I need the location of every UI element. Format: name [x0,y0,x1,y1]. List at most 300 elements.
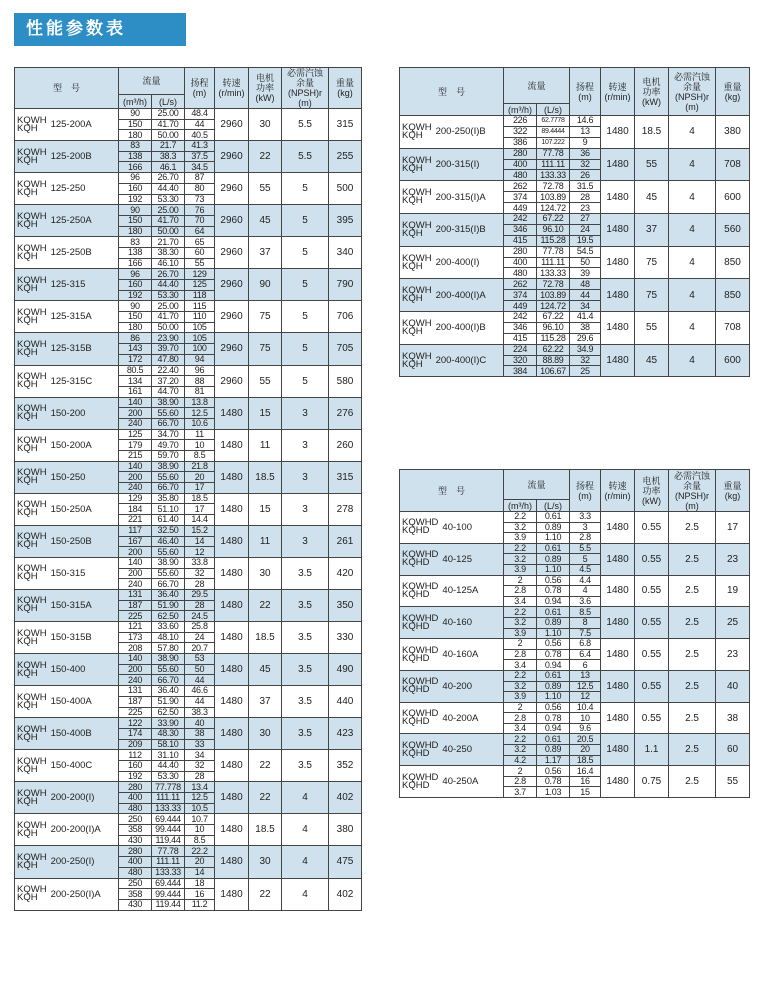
flow-ls-cell: 26.70 [152,269,185,280]
model-series: KQWH KQH [17,114,47,134]
head-cell: 105 [185,333,215,344]
flow-ls-cell: 111.11 [152,793,185,804]
flow-ls-cell: 38.90 [152,557,185,568]
flow-ls-cell: 38.90 [152,654,185,665]
table-row [15,878,362,889]
model-cell [15,493,119,525]
model-cell [15,269,119,301]
header-weight: 重量 (kg) [329,68,362,109]
flow-m3-cell: 225 [119,611,152,622]
flow-m3-cell: 242 [504,312,537,323]
flow-ls-cell: 1.10 [537,564,570,575]
flow-m3-cell: 430 [119,835,152,846]
model-number: 150-400 [50,664,86,676]
model-series: KQWH KQH [17,755,47,775]
npsh-cell: 5 [282,333,329,365]
flow-ls-cell: 96.10 [537,224,570,235]
head-cell: 48 [570,279,601,290]
flow-m3-cell: 280 [119,782,152,793]
flow-m3-cell: 192 [119,290,152,301]
table-row [15,493,362,504]
performance-table-1 [14,67,362,911]
flow-m3-cell: 180 [119,130,152,141]
weight-cell: 600 [716,181,750,214]
model-series: KQWH KQH [402,154,432,174]
power-cell: 75 [249,301,282,333]
table-row [400,344,750,355]
weight-cell: 850 [716,279,750,312]
head-cell: 38.3 [185,707,215,718]
flow-m3-cell: 262 [504,279,537,290]
head-cell: 73 [185,194,215,205]
weight-cell: 261 [329,525,362,557]
model-wrap [17,501,118,517]
flow-ls-cell: 0.89 [537,681,570,692]
head-cell: 9 [570,137,601,148]
flow-m3-cell: 384 [504,366,537,377]
model-cell [400,607,504,639]
npsh-cell: 4 [282,814,329,846]
power-cell: 75 [249,333,282,365]
head-cell: 32 [185,760,215,771]
power-cell: 55 [249,365,282,397]
model-series: KQWH KQH [17,210,47,230]
model-number: 200-250(I) [50,856,95,868]
model-cell [400,670,504,702]
head-cell: 17 [185,483,215,494]
speed-cell: 2960 [215,109,249,141]
npsh-cell: 4 [669,214,716,247]
head-cell: 24 [570,224,601,235]
npsh-cell: 2.5 [669,512,716,544]
model-series: KQWH KQH [17,338,47,358]
flow-m3-cell: 96 [119,173,152,184]
head-cell: 87 [185,173,215,184]
head-cell: 4.4 [570,575,601,586]
flow-m3-cell: 2.8 [504,776,537,787]
head-cell: 18 [185,878,215,889]
head-cell: 31.5 [570,181,601,192]
head-cell: 10.6 [185,418,215,429]
head-cell: 33.8 [185,557,215,568]
head-cell: 21.8 [185,461,215,472]
flow-m3-cell: 3.2 [504,745,537,756]
model-number: 200-200(I)A [50,824,101,836]
flow-m3-cell: 3.4 [504,723,537,734]
model-series: KQWH KQH [17,595,47,615]
performance-table-3 [399,469,750,798]
npsh-cell: 4 [669,116,716,149]
npsh-cell: 3.5 [282,589,329,621]
weight-cell: 19 [716,575,750,607]
header-npsh: 必需汽蚀 余量 (NPSH)r (m) [282,68,329,109]
table-row [400,766,750,777]
flow-ls-cell: 55.60 [152,547,185,558]
table-row [15,557,362,568]
power-cell: 0.55 [635,639,669,671]
model-series: KQWH KQH [17,691,47,711]
header-flow-ls: (L/s) [537,104,570,116]
head-cell: 29.5 [185,589,215,600]
speed-cell: 1480 [601,766,635,798]
flow-m3-cell: 221 [119,515,152,526]
model-wrap [17,146,118,166]
model-wrap [17,886,118,902]
power-cell: 30 [249,109,282,141]
flow-m3-cell: 150 [119,312,152,323]
power-cell: 0.55 [635,575,669,607]
power-cell: 55 [635,148,669,181]
model-cell [15,750,119,782]
flow-m3-cell: 117 [119,525,152,536]
power-cell: 0.55 [635,670,669,702]
weight-cell: 600 [716,344,750,377]
head-cell: 32 [185,568,215,579]
flow-ls-cell: 67.22 [537,312,570,323]
flow-m3-cell: 240 [119,483,152,494]
speed-cell: 1480 [215,782,249,814]
head-cell: 5.5 [570,543,601,554]
head-cell: 11.2 [185,899,215,910]
npsh-cell: 5 [282,269,329,301]
model-cell [400,279,504,312]
speed-cell: 1480 [215,429,249,461]
flow-m3-cell: 174 [119,728,152,739]
npsh-cell: 3.5 [282,654,329,686]
flow-ls-cell: 69.444 [152,878,185,889]
speed-cell: 1480 [215,718,249,750]
flow-ls-cell: 26.70 [152,173,185,184]
flow-ls-cell: 0.89 [537,617,570,628]
flow-ls-cell: 1.10 [537,628,570,639]
flow-m3-cell: 400 [504,159,537,170]
flow-ls-cell: 103.89 [537,290,570,301]
model-wrap [402,678,503,694]
weight-cell: 850 [716,246,750,279]
flow-ls-cell: 48.10 [152,632,185,643]
flow-ls-cell: 62.50 [152,611,185,622]
npsh-cell: 3.5 [282,750,329,782]
flow-ls-cell: 96.10 [537,322,570,333]
npsh-cell: 3.5 [282,686,329,718]
flow-m3-cell: 129 [119,493,152,504]
table-row [15,782,362,793]
table-row [15,750,362,761]
flow-m3-cell: 2.8 [504,649,537,660]
model-wrap [17,210,118,230]
head-cell: 12 [185,547,215,558]
weight-cell: 330 [329,622,362,654]
flow-ls-cell: 50.00 [152,322,185,333]
model-wrap [17,627,118,647]
model-number: 150-200 [50,407,86,419]
flow-ls-cell: 25.00 [152,109,185,120]
table-row [400,148,750,159]
performance-table-2 [399,67,750,377]
flow-ls-cell: 77.78 [152,846,185,857]
flow-ls-cell: 1.10 [537,533,570,544]
head-cell: 48.4 [185,109,215,120]
power-cell: 45 [635,344,669,377]
flow-m3-cell: 3.4 [504,596,537,607]
flow-m3-cell: 131 [119,589,152,600]
speed-cell: 1480 [601,639,635,671]
flow-m3-cell: 179 [119,440,152,451]
flow-ls-cell: 55.60 [152,472,185,483]
flow-ls-cell: 0.94 [537,660,570,671]
flow-ls-cell: 51.90 [152,600,185,611]
head-cell: 14.6 [570,116,601,127]
flow-ls-cell: 0.89 [537,745,570,756]
header-speed: 转速 (r/min) [601,68,635,116]
weight-cell: 420 [329,557,362,589]
flow-ls-cell: 50.00 [152,226,185,237]
head-cell: 18.5 [570,755,601,766]
flow-m3-cell: 2 [504,766,537,777]
model-number: 125-200A [50,119,92,131]
flow-m3-cell: 200 [119,408,152,419]
model-series: KQWHD KQHD [402,612,439,632]
head-cell: 13.4 [185,782,215,793]
speed-cell: 1480 [601,543,635,575]
table-row [15,718,362,729]
power-cell: 22 [249,750,282,782]
head-cell: 80 [185,183,215,194]
flow-m3-cell: 200 [119,472,152,483]
table-row [400,116,750,127]
flow-ls-cell: 0.56 [537,639,570,650]
head-cell: 115 [185,301,215,312]
speed-cell: 1480 [215,750,249,782]
head-cell: 23 [570,203,601,214]
head-cell: 129 [185,269,215,280]
model-cell [15,173,119,205]
model-series: KQWH KQH [17,531,47,551]
flow-ls-cell: 0.56 [537,575,570,586]
head-cell: 2.8 [570,533,601,544]
flow-m3-cell: 322 [504,126,537,137]
flow-m3-cell: 140 [119,461,152,472]
model-series: KQWH KQH [17,884,47,904]
model-cell [15,205,119,237]
model-cell [400,344,504,377]
model-number: 40-160A [442,649,479,661]
power-cell: 15 [249,493,282,525]
flow-m3-cell: 3.9 [504,692,537,703]
flow-m3-cell: 480 [504,170,537,181]
model-wrap [17,691,118,711]
model-wrap [402,154,503,174]
head-cell: 46.6 [185,686,215,697]
npsh-cell: 3 [282,429,329,461]
flow-m3-cell: 262 [504,181,537,192]
weight-cell: 560 [716,214,750,247]
model-cell [400,766,504,798]
head-cell: 14.4 [185,515,215,526]
table-row [15,589,362,600]
npsh-cell: 5 [282,205,329,237]
model-cell [15,878,119,910]
flow-m3-cell: 90 [119,205,152,216]
flow-ls-cell: 53.30 [152,290,185,301]
head-cell: 40 [185,718,215,729]
header-power: 电机 功率 (kW) [635,470,669,512]
flow-ls-cell: 50.00 [152,130,185,141]
flow-m3-cell: 200 [119,664,152,675]
flow-ls-cell: 119.44 [152,835,185,846]
speed-cell: 1480 [601,116,635,149]
head-cell: 8.5 [570,607,601,618]
power-cell: 22 [249,589,282,621]
flow-m3-cell: 480 [119,803,152,814]
power-cell: 22 [249,878,282,910]
model-cell [400,639,504,671]
head-cell: 53 [185,654,215,665]
head-cell: 16 [570,776,601,787]
flow-ls-cell: 107.222 [537,137,570,148]
head-cell: 10 [185,825,215,836]
model-series: KQWHD KQHD [402,549,439,569]
head-cell: 41.4 [570,312,601,323]
flow-ls-cell: 0.61 [537,607,570,618]
power-cell: 37 [635,214,669,247]
model-number: 200-315(I)A [435,191,486,203]
head-cell: 94 [185,354,215,365]
flow-ls-cell: 133.33 [152,867,185,878]
power-cell: 75 [635,279,669,312]
head-cell: 24.5 [185,611,215,622]
flow-ls-cell: 36.40 [152,686,185,697]
power-cell: 0.55 [635,702,669,734]
model-series: KQWHD KQHD [402,644,439,664]
speed-cell: 1480 [215,878,249,910]
model-series: KQWHD KQHD [402,676,439,696]
npsh-cell: 2.5 [669,607,716,639]
head-cell: 3.6 [570,596,601,607]
model-wrap [402,219,503,239]
head-cell: 13 [570,126,601,137]
flow-m3-cell: 2.2 [504,670,537,681]
flow-ls-cell: 77.78 [537,246,570,257]
flow-m3-cell: 160 [119,760,152,771]
table-row [15,173,362,184]
model-wrap [402,252,503,272]
flow-m3-cell: 2.8 [504,586,537,597]
head-cell: 125 [185,280,215,291]
speed-cell: 2960 [215,365,249,397]
model-wrap [17,819,118,839]
weight-cell: 315 [329,461,362,493]
speed-cell: 1480 [215,686,249,718]
flow-m3-cell: 3.2 [504,681,537,692]
speed-cell: 1480 [215,589,249,621]
model-number: 125-315A [50,311,92,323]
flow-ls-cell: 36.40 [152,589,185,600]
flow-ls-cell: 44.70 [152,386,185,397]
model-number: 150-250B [50,535,92,547]
head-cell: 24 [185,632,215,643]
model-cell [15,461,119,493]
head-cell: 9.6 [570,723,601,734]
flow-ls-cell: 77.78 [537,148,570,159]
head-cell: 81 [185,386,215,397]
model-series: KQWH KQH [17,499,47,519]
weight-cell: 55 [716,766,750,798]
flow-ls-cell: 66.70 [152,579,185,590]
flow-ls-cell: 32.50 [152,525,185,536]
npsh-cell: 4 [669,344,716,377]
model-series: KQWHD KQHD [402,517,439,537]
model-number: 125-250A [50,215,92,227]
head-cell: 12.5 [185,793,215,804]
flow-m3-cell: 400 [119,793,152,804]
head-cell: 10 [570,713,601,724]
npsh-cell: 3 [282,461,329,493]
flow-ls-cell: 0.89 [537,522,570,533]
table-row [400,512,750,523]
weight-cell: 580 [329,365,362,397]
head-cell: 5 [570,554,601,565]
flow-ls-cell: 41.70 [152,215,185,226]
flow-m3-cell: 86 [119,333,152,344]
npsh-cell: 5 [282,173,329,205]
model-number: 200-400(I)C [435,355,487,367]
power-cell: 45 [249,654,282,686]
model-series: KQWH KQH [402,350,432,370]
model-cell [15,141,119,173]
flow-ls-cell: 66.70 [152,675,185,686]
flow-m3-cell: 415 [504,333,537,344]
head-cell: 11 [185,429,215,440]
npsh-cell: 4 [669,181,716,214]
model-wrap [402,350,503,370]
flow-m3-cell: 122 [119,718,152,729]
model-series: KQWH KQH [17,787,47,807]
model-wrap [17,242,118,262]
model-number: 40-250 [442,744,473,756]
npsh-cell: 2.5 [669,734,716,766]
speed-cell: 1480 [601,344,635,377]
speed-cell: 1480 [215,814,249,846]
flow-m3-cell: 167 [119,536,152,547]
model-series: KQWH KQH [17,819,47,839]
model-cell [15,718,119,750]
model-number: 150-250 [50,471,86,483]
model-number: 200-315(I) [435,159,480,170]
header-npsh: 必需汽蚀 余量 (NPSH)r (m) [669,68,716,116]
flow-m3-cell: 121 [119,622,152,633]
model-cell [15,525,119,557]
flow-ls-cell: 1.10 [537,692,570,703]
speed-cell: 2960 [215,333,249,365]
flow-ls-cell: 46.1 [152,162,185,173]
flow-m3-cell: 400 [504,257,537,268]
flow-ls-cell: 133.33 [152,803,185,814]
model-wrap [402,580,503,600]
flow-m3-cell: 2.2 [504,734,537,745]
flow-ls-cell: 62.22 [537,344,570,355]
weight-cell: 423 [329,718,362,750]
header-head: 扬程 (m) [185,68,215,109]
flow-m3-cell: 2.2 [504,543,537,554]
flow-ls-cell: 46.10 [152,258,185,269]
flow-ls-cell: 38.3 [152,151,185,162]
head-cell: 20.5 [570,734,601,745]
flow-ls-cell: 111.11 [537,159,570,170]
weight-cell: 60 [716,734,750,766]
model-cell [15,237,119,269]
weight-cell: 708 [716,148,750,181]
